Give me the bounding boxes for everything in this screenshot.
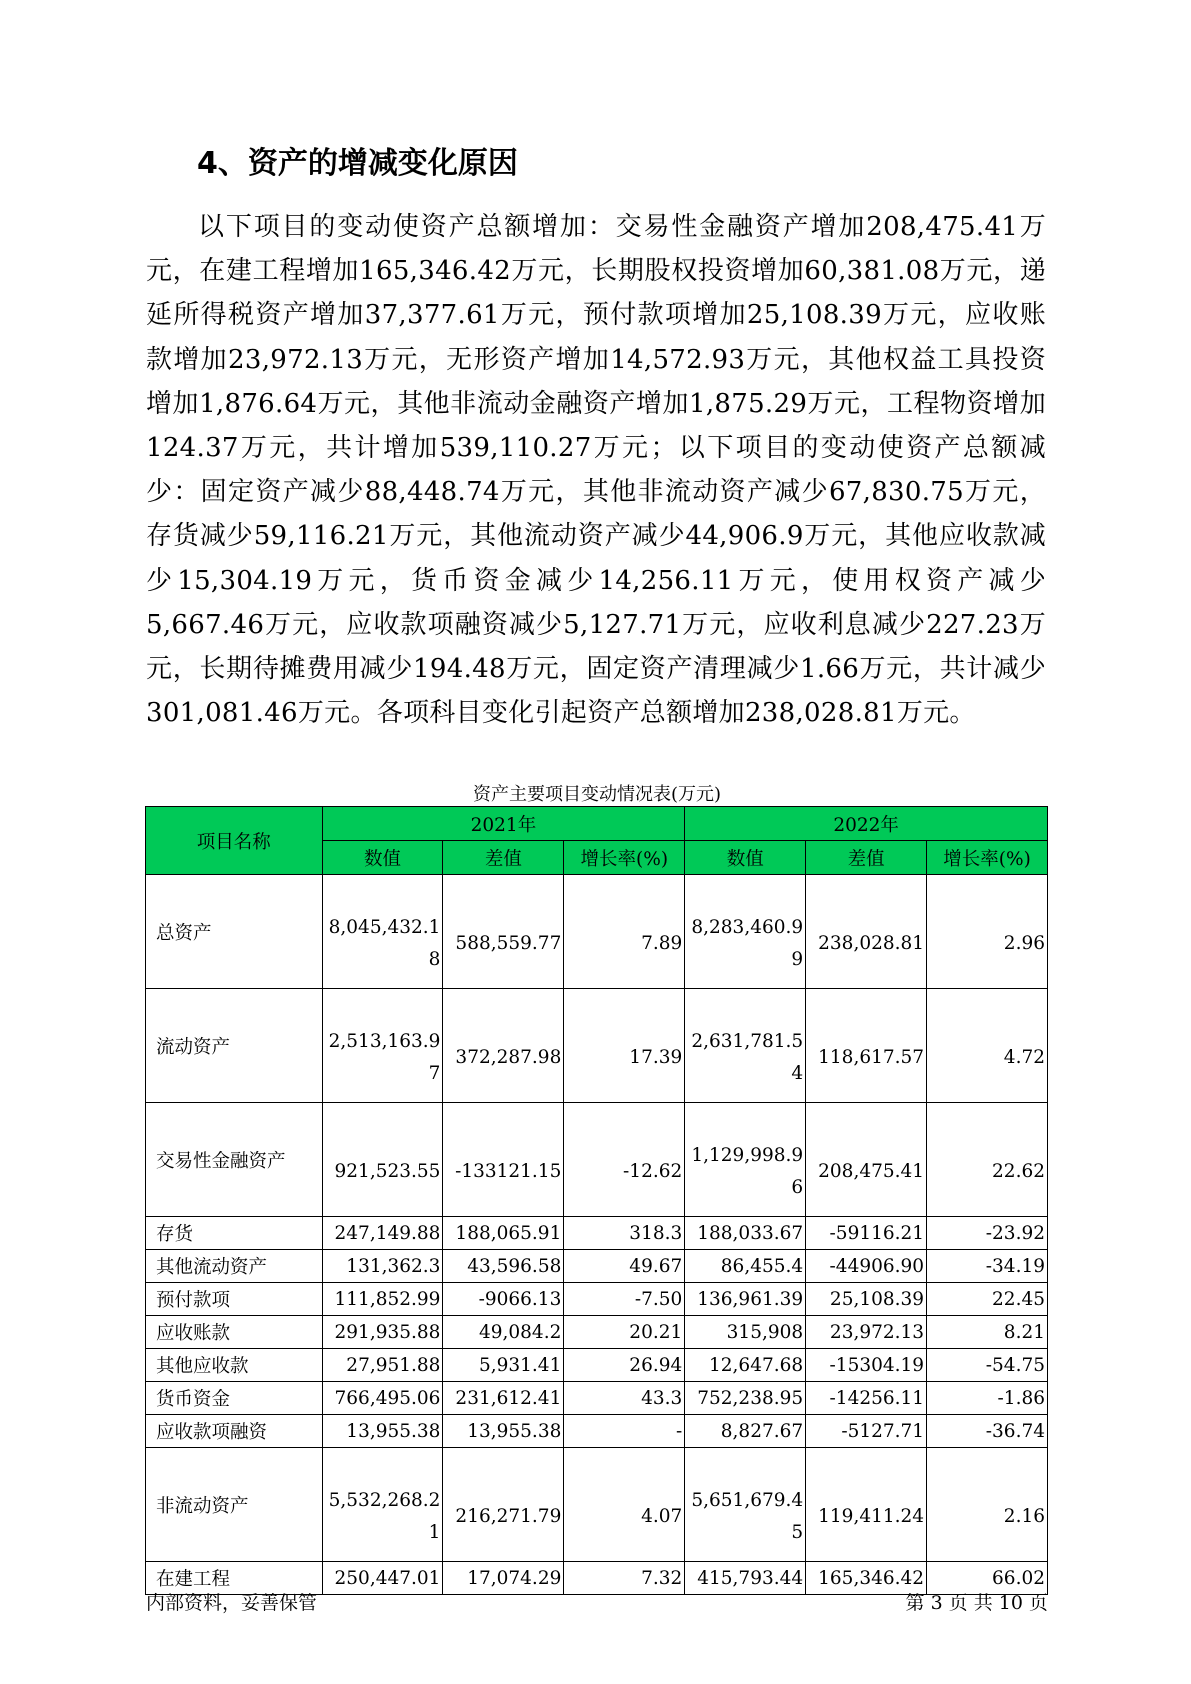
cell-rate-2021: 17.39 xyxy=(564,989,685,1103)
cell-rate-2022: 66.02 xyxy=(927,1562,1048,1595)
cell-diff-2022: 165,346.42 xyxy=(806,1562,927,1595)
cell-value-2021: 766,495.06 xyxy=(322,1382,443,1415)
cell-value-2021: 27,951.88 xyxy=(322,1349,443,1382)
header-diff-2022: 差值 xyxy=(806,841,927,875)
cell-value-2021: 13,955.38 xyxy=(322,1415,443,1448)
header-rate-2022: 增长率(%) xyxy=(927,841,1048,875)
cell-value-2022: 315,908 xyxy=(685,1316,806,1349)
row-item-name: 应收款项融资 xyxy=(146,1415,323,1448)
cell-rate-2022: 2.16 xyxy=(927,1448,1048,1562)
table-row xyxy=(146,1283,1048,1316)
cell-diff-2022: 25,108.39 xyxy=(806,1283,927,1316)
cell-rate-2022: 8.21 xyxy=(927,1316,1048,1349)
cell-diff-2021: 5,931.41 xyxy=(443,1349,564,1382)
cell-value-2022: 752,238.95 xyxy=(685,1382,806,1415)
cell-value-2021: 250,447.01 xyxy=(322,1562,443,1595)
header-rate-2021: 增长率(%) xyxy=(564,841,685,875)
cell-value-2021: 8,045,432.18 xyxy=(322,875,443,989)
table-row xyxy=(146,875,1048,989)
table-row xyxy=(146,1316,1048,1349)
cell-rate-2022: -1.86 xyxy=(927,1382,1048,1415)
cell-diff-2022: -59116.21 xyxy=(806,1217,927,1250)
explanation-paragraph: 以下项目的变动使资产总额增加：交易性金融资产增加208,475.41万元，在建工程增加165,346.42万元，长期股权投资增加60,381.08万元，递延所得税资产增加37,377.61万元，预付款项增加25,108.39万元，应收账款增加23,972.13万元，无形资产增加14,572.93万元，其他权益工具投资增加1,876.64万元，其他非流动金融资产增加1,875.29万元，工程物资增加124.37万元，共计增加539,110.27万元；以下项目的变动使资产总额减少：固定资产减少88,448.74万元，其他非流动资产减少67,830.75万元，存货减少59,116.21万元，其他流动资产减少44,906.9万元，其他应收款减少15,304.19万元，货币资金减少14,256.11万元，使用权资产减少5,667.46万元，应收款项融资减少5,127.71万元，应收利息减少227.23万元，长期待摊费用减少194.48万元，固定资产清理减少1.66万元，共计减少301,081.46万元。各项科目变化引起资产总额增加238,028.81万元。 xyxy=(146,212,1046,729)
cell-value-2021: 5,532,268.21 xyxy=(322,1448,443,1562)
table-row xyxy=(146,1250,1048,1283)
cell-rate-2021: 26.94 xyxy=(564,1349,685,1382)
cell-rate-2022: -36.74 xyxy=(927,1415,1048,1448)
cell-diff-2022: 118,617.57 xyxy=(806,989,927,1103)
cell-rate-2021: 7.32 xyxy=(564,1562,685,1595)
table-row xyxy=(146,989,1048,1103)
cell-value-2021: 247,149.88 xyxy=(322,1217,443,1250)
cell-diff-2022: -44906.90 xyxy=(806,1250,927,1283)
row-item-name: 其他应收款 xyxy=(146,1349,323,1382)
cell-rate-2021: - xyxy=(564,1415,685,1448)
cell-rate-2021: -12.62 xyxy=(564,1103,685,1217)
row-item-name: 在建工程 xyxy=(146,1562,323,1595)
row-item-name: 预付款项 xyxy=(146,1283,323,1316)
cell-diff-2021: -9066.13 xyxy=(443,1283,564,1316)
cell-value-2022: 8,283,460.99 xyxy=(685,875,806,989)
cell-value-2022: 1,129,998.96 xyxy=(685,1103,806,1217)
cell-value-2021: 2,513,163.97 xyxy=(322,989,443,1103)
row-item-name: 其他流动资产 xyxy=(146,1250,323,1283)
cell-value-2022: 136,961.39 xyxy=(685,1283,806,1316)
cell-rate-2022: 2.96 xyxy=(927,875,1048,989)
row-item-name: 应收账款 xyxy=(146,1316,323,1349)
asset-change-table xyxy=(145,806,1048,1595)
cell-diff-2022: 208,475.41 xyxy=(806,1103,927,1217)
cell-rate-2022: 22.45 xyxy=(927,1283,1048,1316)
footer-confidential-note: 内部资料，妥善保管 xyxy=(146,1592,318,1614)
table-row xyxy=(146,1103,1048,1217)
table-row xyxy=(146,1382,1048,1415)
header-value-2021: 数值 xyxy=(322,841,443,875)
cell-diff-2022: 238,028.81 xyxy=(806,875,927,989)
table-caption: 资产主要项目变动情况表(万元) xyxy=(472,784,722,805)
cell-value-2021: 131,362.3 xyxy=(322,1250,443,1283)
row-item-name: 总资产 xyxy=(146,875,323,989)
cell-diff-2021: -133121.15 xyxy=(443,1103,564,1217)
header-diff-2021: 差值 xyxy=(443,841,564,875)
cell-value-2022: 415,793.44 xyxy=(685,1562,806,1595)
header-year-2021: 2021年 xyxy=(322,807,685,841)
cell-diff-2021: 188,065.91 xyxy=(443,1217,564,1250)
cell-diff-2022: -15304.19 xyxy=(806,1349,927,1382)
header-year-2022: 2022年 xyxy=(685,807,1048,841)
cell-value-2022: 86,455.4 xyxy=(685,1250,806,1283)
table-row xyxy=(146,1217,1048,1250)
cell-rate-2021: 43.3 xyxy=(564,1382,685,1415)
cell-diff-2021: 17,074.29 xyxy=(443,1562,564,1595)
cell-diff-2022: 23,972.13 xyxy=(806,1316,927,1349)
cell-diff-2021: 43,596.58 xyxy=(443,1250,564,1283)
row-item-name: 货币资金 xyxy=(146,1382,323,1415)
cell-diff-2022: -5127.71 xyxy=(806,1415,927,1448)
cell-value-2021: 111,852.99 xyxy=(322,1283,443,1316)
row-item-name: 存货 xyxy=(146,1217,323,1250)
cell-value-2022: 12,647.68 xyxy=(685,1349,806,1382)
cell-rate-2022: -23.92 xyxy=(927,1217,1048,1250)
cell-rate-2021: -7.50 xyxy=(564,1283,685,1316)
table-body xyxy=(146,875,1048,1595)
cell-rate-2021: 318.3 xyxy=(564,1217,685,1250)
cell-diff-2021: 372,287.98 xyxy=(443,989,564,1103)
cell-value-2022: 8,827.67 xyxy=(685,1415,806,1448)
cell-rate-2021: 20.21 xyxy=(564,1316,685,1349)
header-item-name: 项目名称 xyxy=(146,807,323,875)
row-item-name: 流动资产 xyxy=(146,989,323,1103)
cell-value-2022: 5,651,679.45 xyxy=(685,1448,806,1562)
table-row xyxy=(146,1349,1048,1382)
cell-rate-2021: 49.67 xyxy=(564,1250,685,1283)
row-item-name: 交易性金融资产 xyxy=(146,1103,323,1217)
cell-diff-2021: 588,559.77 xyxy=(443,875,564,989)
section-heading: 4、资产的增减变化原因 xyxy=(197,146,518,181)
cell-rate-2022: 22.62 xyxy=(927,1103,1048,1217)
cell-rate-2022: -54.75 xyxy=(927,1349,1048,1382)
footer-page-number: 第 3 页 共 10 页 xyxy=(905,1592,1048,1614)
cell-value-2022: 2,631,781.54 xyxy=(685,989,806,1103)
table-row xyxy=(146,1415,1048,1448)
cell-diff-2021: 216,271.79 xyxy=(443,1448,564,1562)
cell-value-2021: 921,523.55 xyxy=(322,1103,443,1217)
table-row xyxy=(146,1448,1048,1562)
cell-diff-2022: 119,411.24 xyxy=(806,1448,927,1562)
cell-diff-2021: 13,955.38 xyxy=(443,1415,564,1448)
cell-value-2021: 291,935.88 xyxy=(322,1316,443,1349)
cell-rate-2022: -34.19 xyxy=(927,1250,1048,1283)
cell-rate-2022: 4.72 xyxy=(927,989,1048,1103)
cell-value-2022: 188,033.67 xyxy=(685,1217,806,1250)
row-item-name: 非流动资产 xyxy=(146,1448,323,1562)
cell-diff-2022: -14256.11 xyxy=(806,1382,927,1415)
cell-diff-2021: 49,084.2 xyxy=(443,1316,564,1349)
cell-rate-2021: 4.07 xyxy=(564,1448,685,1562)
header-value-2022: 数值 xyxy=(685,841,806,875)
cell-diff-2021: 231,612.41 xyxy=(443,1382,564,1415)
cell-rate-2021: 7.89 xyxy=(564,875,685,989)
